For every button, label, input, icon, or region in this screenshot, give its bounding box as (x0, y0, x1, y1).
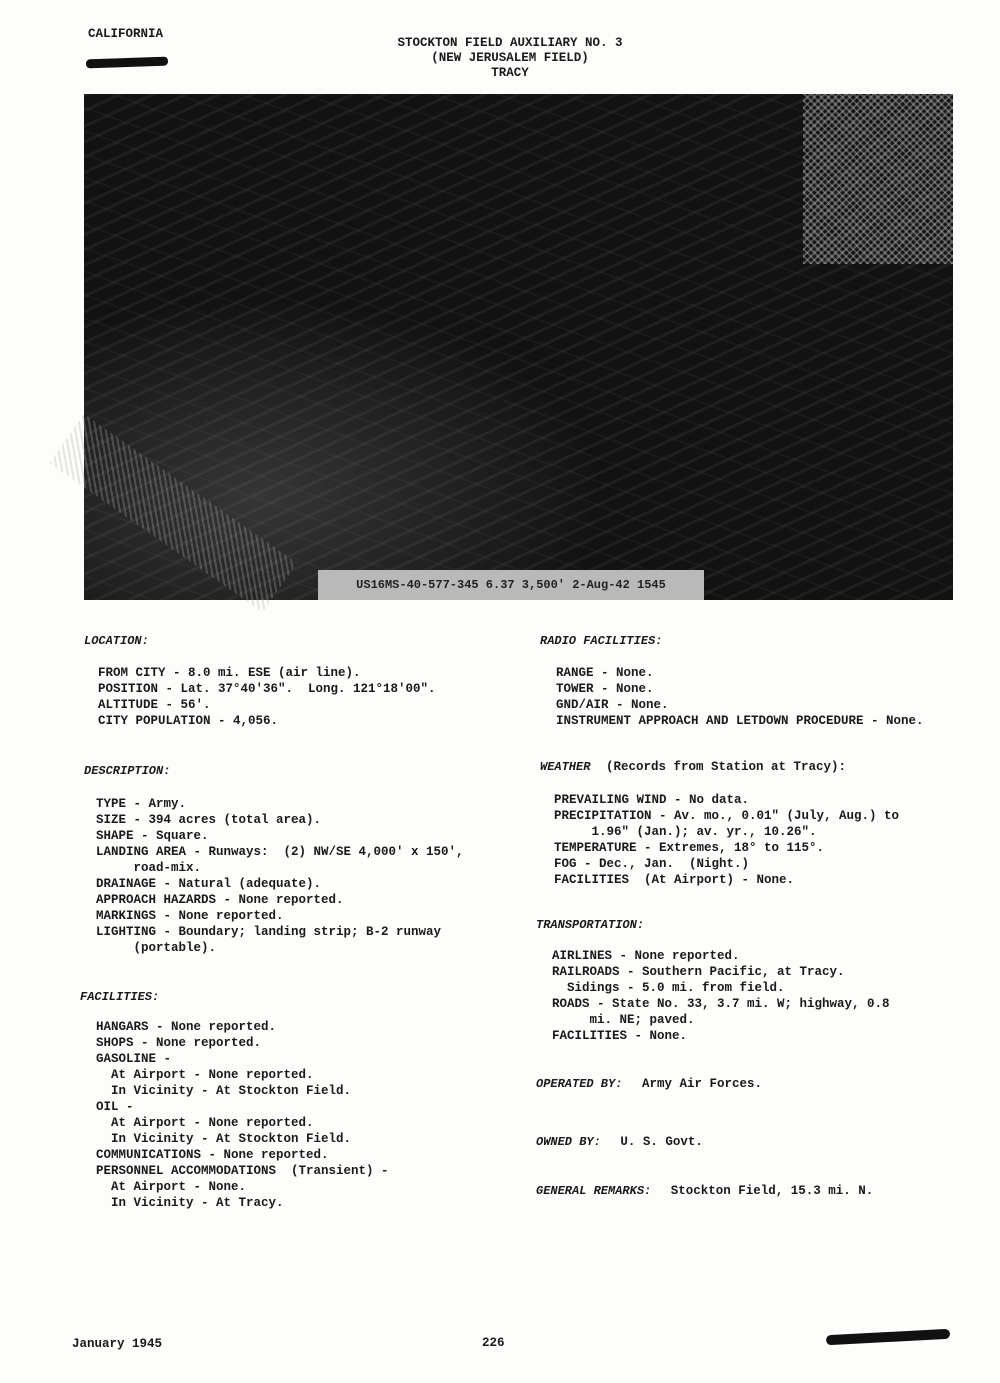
title-line-3: TRACY (491, 66, 529, 80)
title-line-2: (NEW JERUSALEM FIELD) (431, 51, 589, 65)
description-section (96, 796, 464, 956)
facilities-line: In Vicinity - At Stockton Field. (96, 1084, 352, 1098)
operated-by-value: Army Air Forces. (641, 1077, 762, 1091)
description-line: road-mix. (96, 861, 202, 875)
location-heading: LOCATION: (84, 634, 149, 648)
weather-heading-note: (Records from Station at Tracy): (605, 760, 846, 774)
transportation-section (552, 948, 890, 1044)
transportation-line: FACILITIES - None. (552, 1029, 688, 1043)
transportation-line: AIRLINES - None reported. (552, 949, 740, 963)
description-line: TYPE - Army. (96, 797, 187, 811)
description-line: DRAINAGE - Natural (adequate). (96, 877, 322, 891)
weather-line: FACILITIES (At Airport) - None. (554, 873, 795, 887)
general-remarks-label: GENERAL REMARKS: (536, 1184, 652, 1198)
facilities-line: OIL - (96, 1100, 134, 1114)
owned-by-label: OWNED BY: (536, 1135, 601, 1149)
location-line: FROM CITY - 8.0 mi. ESE (air line). (98, 666, 361, 680)
description-line: SHAPE - Square. (96, 829, 209, 843)
photo-texture (803, 94, 953, 264)
description-line: MARKINGS - None reported. (96, 909, 284, 923)
weather-heading-row (540, 760, 846, 774)
weather-line: PRECIPITATION - Av. mo., 0.01" (July, Aug.) to (554, 809, 900, 823)
footer-date: January 1945 (72, 1337, 163, 1351)
description-line: LIGHTING - Boundary; landing strip; B-2 runway (96, 925, 442, 939)
general-remarks-value: Stockton Field, 15.3 mi. N. (670, 1184, 874, 1198)
facilities-heading: FACILITIES: (80, 990, 160, 1004)
aerial-photograph (84, 94, 953, 600)
facilities-line: SHOPS - None reported. (96, 1036, 262, 1050)
operated-by-row (536, 1077, 762, 1091)
description-line: APPROACH HAZARDS - None reported. (96, 893, 344, 907)
facilities-line: GASOLINE - (96, 1052, 172, 1066)
redaction-mark (86, 57, 168, 69)
facilities-line: At Airport - None. (96, 1180, 247, 1194)
description-line: LANDING AREA - Runways: (2) NW/SE 4,000' x 150', (96, 845, 464, 859)
description-line: (portable). (96, 941, 217, 955)
transportation-line: ROADS - State No. 33, 3.7 mi. W; highway, 0.8 (552, 997, 890, 1011)
facilities-section (96, 1019, 389, 1211)
state-label: CALIFORNIA (88, 27, 164, 41)
radio-line: INSTRUMENT APPROACH AND LETDOWN PROCEDURE - None. (556, 714, 924, 728)
transportation-line: mi. NE; paved. (552, 1013, 695, 1027)
airfield-title (330, 36, 690, 81)
weather-line: TEMPERATURE - Extremes, 18° to 115°. (554, 841, 825, 855)
facilities-line: In Vicinity - At Stockton Field. (96, 1132, 352, 1146)
radio-line: RANGE - None. (556, 666, 654, 680)
facilities-line: At Airport - None reported. (96, 1068, 314, 1082)
general-remarks-row (536, 1184, 873, 1198)
owned-by-value: U. S. Govt. (620, 1135, 703, 1149)
transportation-heading: TRANSPORTATION: (536, 918, 645, 932)
redaction-mark (826, 1329, 950, 1345)
weather-line: FOG - Dec., Jan. (Night.) (554, 857, 750, 871)
facilities-line: PERSONNEL ACCOMMODATIONS (Transient) - (96, 1164, 389, 1178)
weather-heading: WEATHER (540, 760, 591, 774)
transportation-line: RAILROADS - Southern Pacific, at Tracy. (552, 965, 845, 979)
location-line: POSITION - Lat. 37°40'36". Long. 121°18'00". (98, 682, 436, 696)
page-number: 226 (482, 1336, 505, 1350)
location-section (98, 665, 436, 729)
radio-heading: RADIO FACILITIES: (540, 634, 663, 648)
facilities-line: At Airport - None reported. (96, 1116, 314, 1130)
photo-caption: US16MS-40-577-345 6.37 3,500' 2-Aug-42 1545 (318, 570, 704, 600)
weather-line: 1.96" (Jan.); av. yr., 10.26". (554, 825, 817, 839)
title-line-1: STOCKTON FIELD AUXILIARY NO. 3 (397, 36, 623, 50)
weather-section (554, 792, 899, 888)
facilities-line: HANGARS - None reported. (96, 1020, 277, 1034)
weather-line: PREVAILING WIND - No data. (554, 793, 750, 807)
operated-by-label: OPERATED BY: (536, 1077, 623, 1091)
radio-line: TOWER - None. (556, 682, 654, 696)
description-line: SIZE - 394 acres (total area). (96, 813, 322, 827)
transportation-line: Sidings - 5.0 mi. from field. (552, 981, 785, 995)
radio-line: GND/AIR - None. (556, 698, 669, 712)
location-line: CITY POPULATION - 4,056. (98, 714, 279, 728)
photo-texture (50, 414, 297, 612)
owned-by-row (536, 1135, 703, 1149)
description-heading: DESCRIPTION: (84, 764, 171, 778)
facilities-line: In Vicinity - At Tracy. (96, 1196, 284, 1210)
radio-section (556, 665, 924, 729)
facilities-line: COMMUNICATIONS - None reported. (96, 1148, 329, 1162)
location-line: ALTITUDE - 56'. (98, 698, 211, 712)
